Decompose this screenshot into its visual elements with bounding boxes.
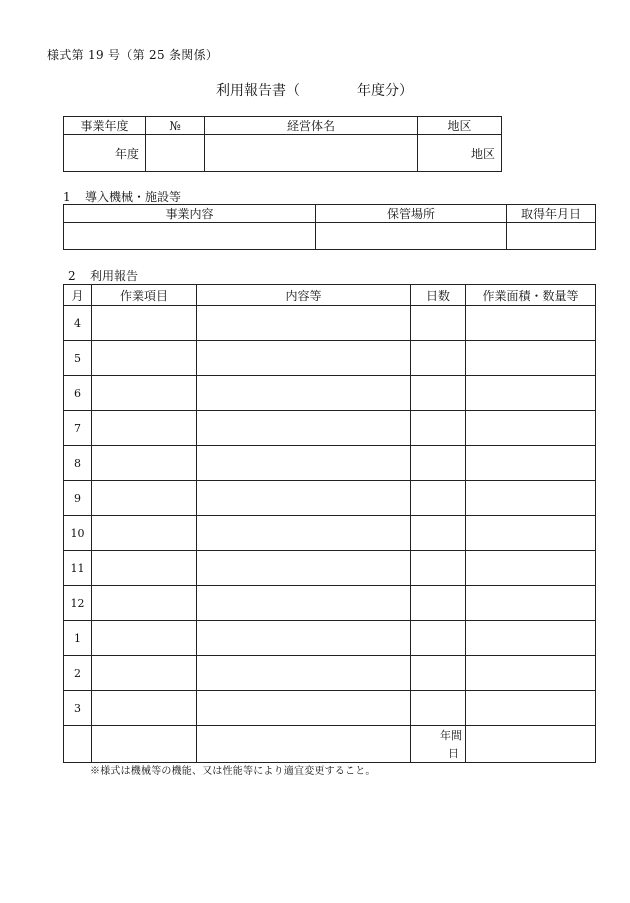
month-cell: 10 <box>64 516 92 551</box>
work-item-cell[interactable] <box>92 411 197 446</box>
work-item-cell[interactable] <box>92 516 197 551</box>
total-month-cell <box>64 726 92 763</box>
section1-title <box>63 188 181 205</box>
work-area-cell[interactable] <box>466 586 596 621</box>
section2-number: 2 <box>68 269 76 283</box>
total-label-line1: 年間 <box>440 729 462 742</box>
equipment-table <box>63 204 596 250</box>
content-cell[interactable] <box>197 411 411 446</box>
content-cell[interactable] <box>197 446 411 481</box>
table-row <box>64 586 596 621</box>
table-row <box>64 481 596 516</box>
total-row <box>64 726 596 763</box>
work-area-cell[interactable] <box>466 691 596 726</box>
work-area-cell[interactable] <box>466 516 596 551</box>
section1-label: 導入機械・施設等 <box>85 190 182 204</box>
days-cell[interactable] <box>411 551 466 586</box>
month-cell: 6 <box>64 376 92 411</box>
month-cell: 11 <box>64 551 92 586</box>
total-days-cell[interactable] <box>411 726 466 763</box>
content-cell[interactable] <box>197 656 411 691</box>
work-area-cell[interactable] <box>466 306 596 341</box>
header-storage-location: 保管場所 <box>316 205 507 223</box>
month-cell: 8 <box>64 446 92 481</box>
work-item-cell[interactable] <box>92 551 197 586</box>
work-item-cell[interactable] <box>92 376 197 411</box>
total-area-cell[interactable] <box>466 726 596 763</box>
header-work-item: 作業項目 <box>92 285 197 306</box>
work-item-cell[interactable] <box>92 621 197 656</box>
number-field[interactable] <box>146 135 205 172</box>
table-row <box>64 341 596 376</box>
work-area-cell[interactable] <box>466 551 596 586</box>
table-row <box>64 446 596 481</box>
acquisition-date-field[interactable] <box>507 223 596 250</box>
work-item-cell[interactable] <box>92 446 197 481</box>
content-cell[interactable] <box>197 586 411 621</box>
content-cell[interactable] <box>197 516 411 551</box>
days-cell[interactable] <box>411 691 466 726</box>
days-cell[interactable] <box>411 656 466 691</box>
usage-report-table <box>63 284 596 763</box>
table-row <box>64 376 596 411</box>
total-work-item-cell <box>92 726 197 763</box>
days-cell[interactable] <box>411 341 466 376</box>
table-row <box>64 621 596 656</box>
storage-location-field[interactable] <box>316 223 507 250</box>
work-item-cell[interactable] <box>92 341 197 376</box>
content-cell[interactable] <box>197 376 411 411</box>
content-cell[interactable] <box>197 551 411 586</box>
title-part2: 年度分） <box>357 83 413 99</box>
work-item-cell[interactable] <box>92 656 197 691</box>
month-cell: 12 <box>64 586 92 621</box>
days-cell[interactable] <box>411 516 466 551</box>
days-cell[interactable] <box>411 411 466 446</box>
work-area-cell[interactable] <box>466 446 596 481</box>
content-cell[interactable] <box>197 306 411 341</box>
work-item-cell[interactable] <box>92 481 197 516</box>
work-area-cell[interactable] <box>466 481 596 516</box>
month-cell: 3 <box>64 691 92 726</box>
days-cell[interactable] <box>411 446 466 481</box>
work-area-cell[interactable] <box>466 621 596 656</box>
days-cell[interactable] <box>411 621 466 656</box>
info-table <box>63 116 502 172</box>
title-part1: 利用報告書（ <box>216 83 300 99</box>
work-item-cell[interactable] <box>92 306 197 341</box>
business-content-field[interactable] <box>64 223 316 250</box>
table-row <box>64 516 596 551</box>
days-cell[interactable] <box>411 306 466 341</box>
content-cell[interactable] <box>197 341 411 376</box>
header-management-name: 経営体名 <box>205 117 418 135</box>
days-cell[interactable] <box>411 481 466 516</box>
section2-label: 利用報告 <box>90 269 139 283</box>
header-number: № <box>146 117 205 135</box>
work-area-cell[interactable] <box>466 656 596 691</box>
header-business-year: 事業年度 <box>64 117 146 135</box>
work-item-cell[interactable] <box>92 586 197 621</box>
header-business-content: 事業内容 <box>64 205 316 223</box>
business-year-field[interactable] <box>64 135 146 172</box>
days-cell[interactable] <box>411 586 466 621</box>
work-area-cell[interactable] <box>466 411 596 446</box>
content-cell[interactable] <box>197 481 411 516</box>
days-cell[interactable] <box>411 376 466 411</box>
table-row <box>64 656 596 691</box>
month-cell: 5 <box>64 341 92 376</box>
work-item-cell[interactable] <box>92 691 197 726</box>
section1-number: 1 <box>63 190 71 204</box>
district-field[interactable] <box>418 135 502 172</box>
table-row <box>64 551 596 586</box>
header-acquisition-date: 取得年月日 <box>507 205 596 223</box>
content-cell[interactable] <box>197 621 411 656</box>
year-suffix: 年度 <box>114 146 139 161</box>
work-area-cell[interactable] <box>466 376 596 411</box>
table-row <box>64 411 596 446</box>
header-work-area: 作業面積・数量等 <box>466 285 596 306</box>
header-content: 内容等 <box>197 285 411 306</box>
month-cell: 2 <box>64 656 92 691</box>
total-label-line2: 日 <box>448 747 459 760</box>
work-area-cell[interactable] <box>466 341 596 376</box>
management-name-field[interactable] <box>205 135 418 172</box>
table-row <box>64 306 596 341</box>
footnote: ※様式は機械等の機能、又は性能等により適宜変更すること。 <box>90 766 376 777</box>
month-cell: 7 <box>64 411 92 446</box>
section2-title <box>68 267 138 284</box>
district-suffix: 地区 <box>470 146 495 161</box>
table-row <box>64 691 596 726</box>
header-month: 月 <box>64 285 92 306</box>
header-days: 日数 <box>411 285 466 306</box>
month-cell: 1 <box>64 621 92 656</box>
total-content-cell <box>197 726 411 763</box>
header-district: 地区 <box>418 117 502 135</box>
month-cell: 9 <box>64 481 92 516</box>
content-cell[interactable] <box>197 691 411 726</box>
month-cell: 4 <box>64 306 92 341</box>
form-number: 様式第 19 号（第 25 条関係） <box>47 48 219 62</box>
